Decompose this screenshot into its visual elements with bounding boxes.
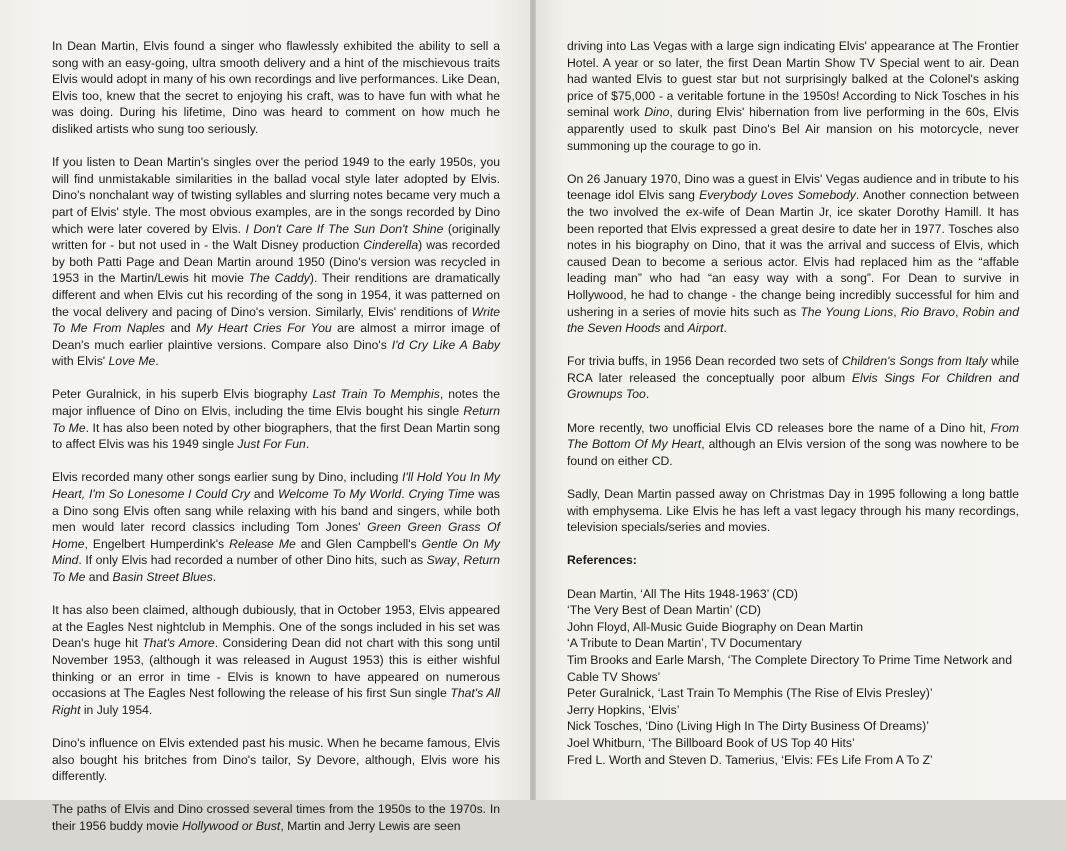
right-page-paragraph bbox=[567, 486, 1019, 536]
italic-title: Robin and the Seven Hoods bbox=[567, 304, 1019, 336]
italic-title: Love Me bbox=[108, 354, 156, 369]
text-run: , during Elvis' hibernation from live performing in the 60s, Elvis apparently used to skulk past Dino's Bel Air mansion on his motorcycle, never summoning up the courage to go in. bbox=[567, 105, 1020, 153]
text-run: with Elvis' bbox=[52, 354, 109, 369]
italic-title: I'll Hold You In My Heart, I'm So Lonesome I Could Cry bbox=[52, 470, 500, 502]
italic-title: I Don't Care If The Sun Don't Shine bbox=[245, 221, 444, 236]
text-run: are almost a mirror image of Dean's much earlier plaintive versions. Compare also Dino's bbox=[52, 321, 501, 352]
references-list bbox=[567, 586, 1019, 769]
book-gutter bbox=[530, 0, 536, 800]
text-run: The paths of Elvis and Dino crossed several times from the 1950s to the 1970s. In their 1956 buddy movie bbox=[52, 802, 500, 833]
italic-title: That's Amore bbox=[142, 636, 215, 651]
italic-title: Basin Street Blues bbox=[112, 570, 213, 584]
right-page-text bbox=[567, 38, 1019, 768]
text-run: , Engelbert Humperdink's bbox=[84, 536, 230, 551]
text-run: . bbox=[305, 437, 310, 452]
text-run: , notes the major influence of Dino on Elvis, including the time Elvis bought his single bbox=[52, 387, 500, 419]
italic-title: Return To Me bbox=[52, 404, 500, 435]
italic-title: Just For Fun bbox=[237, 437, 306, 452]
reference-item: John Floyd, All-Music Guide Biography on Dean Martin bbox=[567, 619, 864, 634]
italic-title: Elvis Sings For Children and Grownups Too bbox=[567, 370, 1019, 402]
left-page-text bbox=[52, 38, 500, 851]
italic-title: Sway bbox=[426, 553, 457, 568]
text-run: , bbox=[456, 553, 464, 568]
text-run: On 26 January 1970, Dino was a guest in Elvis' Vegas audience and in tribute to his teenage idol Elvis sang bbox=[567, 171, 1019, 203]
text-run: . bbox=[212, 570, 217, 584]
left-page-paragraph bbox=[52, 386, 500, 452]
text-run: and Glen Campbell's bbox=[295, 536, 422, 551]
italic-title: I'd Cry Like A Baby bbox=[391, 337, 500, 352]
references-heading: References: bbox=[567, 553, 637, 568]
italic-title: Return To Me bbox=[52, 553, 500, 584]
text-run: It has also been claimed, although dubiously, that in October 1953, Elvis appeared at the Eagles Nest nightclub in Memphis. One of the songs included in his set was Dean's huge hit bbox=[52, 603, 500, 651]
text-run: Dino's influence on Elvis extended past his music. When he became famous, Elvis also bought his britches from Dino's tailor, Sy Devore, although, Elvis wore his differently. bbox=[52, 735, 500, 784]
italic-title: Everybody Loves Somebody bbox=[699, 188, 856, 203]
text-run: while RCA later released the conceptually poor album bbox=[567, 354, 1019, 385]
text-run: and bbox=[164, 321, 197, 336]
italic-title: Release Me bbox=[229, 536, 296, 551]
text-run: , bbox=[955, 304, 963, 319]
reference-item: Peter Guralnick, ‘Last Train To Memphis (The Rise of Elvis Presley)’ bbox=[567, 686, 933, 701]
right-page bbox=[533, 0, 1066, 800]
text-run: , bbox=[893, 304, 901, 319]
left-page bbox=[0, 0, 533, 833]
text-run: , although an Elvis version of the song was nowhere to be found on either CD. bbox=[567, 437, 1019, 468]
italic-title: Write To Me From Naples bbox=[52, 304, 500, 336]
reference-item: Jerry Hopkins, ‘Elvis’ bbox=[567, 702, 680, 717]
italic-title: My Heart Cries For You bbox=[196, 321, 332, 336]
text-run: . bbox=[155, 354, 159, 369]
right-page-paragraph bbox=[567, 38, 1019, 154]
text-run: driving into Las Vegas with a large sign indicating Elvis' appearance at The Frontier Hotel. A year or so later, the first Dean Martin Show TV Special went to air. Dean had wanted Elvis to guest star but not surprisingly balked at the Colonel's asking price of $75,000 - a veritable fortune in the 1950s! According to Nick Tosches in his seminal work bbox=[567, 39, 1019, 120]
text-run: . bbox=[723, 321, 727, 336]
text-run: ) was recorded by both Patti Page and Dean Martin around 1950 (Dino's version was recycled in 1953 in the Martin/Lewis hit movie bbox=[52, 238, 501, 286]
left-page-paragraph bbox=[52, 801, 500, 834]
left-page-paragraph bbox=[52, 602, 500, 718]
italic-title: That's All Right bbox=[52, 686, 500, 717]
text-run: Peter Guralnick, in his superb Elvis biography bbox=[52, 387, 313, 402]
left-page-paragraph bbox=[52, 735, 500, 785]
text-run: . If only Elvis had recorded a number of other Dino hits, such as bbox=[78, 553, 427, 568]
text-run: More recently, two unofficial Elvis CD releases bore the name of a Dino hit, bbox=[567, 420, 991, 435]
text-run: Sadly, Dean Martin passed away on Christmas Day in 1995 following a long battle with emphysema. Like Elvis he has left a vast legacy through his many recordings, television specials/series and movies. bbox=[567, 487, 1019, 535]
text-run: . Another connection between the two involved the ex-wife of Dean Martin Jr, ice skater Dorothy Hamill. It has been reported that Elvis expressed a great desire to date her in 1977. Tosches also notes in his biography on Dino, that it was the arrival and success of Elvis, which caused Dean to become a serious actor. Elvis had replaced him as the “affable leading man” who had “an easy way with a song”. For Dean to survive in Hollywood, he had to change - the change being incredibly successful for him and ushering in a series of movie hits such as bbox=[567, 188, 1019, 319]
right-page-paragraph bbox=[567, 171, 1019, 337]
reference-item: ‘The Very Best of Dean Martin’ (CD) bbox=[567, 603, 761, 618]
reference-item: Nick Tosches, ‘Dino (Living High In The Dirty Business Of Dreams)’ bbox=[567, 719, 929, 734]
reference-item: Tim Brooks and Earle Marsh, ‘The Complete Directory To Prime Time Network and Cable TV Shows’ bbox=[567, 652, 1012, 684]
italic-title: Airport bbox=[687, 321, 724, 336]
reference-item: ‘A Tribute to Dean Martin’, TV Documentary bbox=[567, 636, 802, 651]
text-run: and bbox=[85, 570, 113, 584]
text-run: For trivia buffs, in 1956 Dean recorded two sets of bbox=[567, 354, 842, 369]
text-run: . bbox=[645, 387, 650, 402]
text-run: . bbox=[401, 487, 409, 502]
italic-title: Gentle On My Mind bbox=[52, 536, 500, 568]
text-run: Elvis recorded many other songs earlier sung by Dino, including bbox=[52, 470, 403, 485]
text-run: . Considering Dean did not chart with this song until November 1953, (although it was released in August 1953) this is either wishful thinking or an error in time - Elvis is known to have appeared on numerous occasions at The Eagles Nest following the release of his first Sun single bbox=[52, 636, 501, 701]
text-run: and bbox=[250, 487, 279, 502]
text-run: in July 1954. bbox=[80, 702, 153, 717]
reference-item: Fred L. Worth and Steven D. Tamerius, ‘Elvis: FEs Life From A To Z’ bbox=[567, 752, 933, 767]
text-run: . It has also been noted by other biographers, that the first Dean Martin song to affect Elvis was his 1949 single bbox=[52, 420, 500, 452]
italic-title: Last Train To Memphis bbox=[312, 387, 440, 402]
left-page-paragraph bbox=[52, 469, 500, 585]
italic-title: Children's Songs from Italy bbox=[841, 354, 988, 369]
italic-title: The Caddy bbox=[248, 271, 310, 286]
text-run: If you listen to Dean Martin's singles over the period 1949 to the early 1950s, you will find unmistakable similarities in the ballad vocal style later adopted by Elvis. Dino's nonchalant way of twisting syllables and slurring notes became very much a part of Elvis' style. The most obvious examples, are in the songs recorded by Dino which were later covered by Elvis. bbox=[52, 155, 500, 236]
right-page-paragraph bbox=[567, 353, 1019, 403]
text-run: (originally written for - but not used in - the Walt Disney production bbox=[52, 221, 501, 253]
text-run: was a Dino song Elvis often sang while relaxing with his band and singers, while both men would later record classics including Tom Jones' bbox=[52, 487, 501, 535]
italic-title: Rio Bravo bbox=[900, 304, 956, 319]
italic-title: Hollywood or Bust bbox=[182, 818, 281, 833]
left-page-paragraph bbox=[52, 38, 500, 138]
reference-item: Joel Whitburn, ‘The Billboard Book of US Top 40 Hits’ bbox=[567, 735, 855, 750]
italic-title: Welcome To My World bbox=[278, 487, 402, 502]
text-run: , Martin and Jerry Lewis are seen bbox=[280, 818, 461, 833]
italic-title: The Young Lions bbox=[800, 304, 894, 319]
right-page-paragraph bbox=[567, 420, 1019, 470]
italic-title: Cinderella bbox=[363, 238, 419, 253]
italic-title: From The Bottom Of My Heart bbox=[567, 420, 1019, 452]
italic-title: Green Green Grass Of Home bbox=[52, 520, 500, 551]
left-page-paragraph bbox=[52, 154, 500, 370]
italic-title: Dino bbox=[644, 105, 670, 120]
text-run: ). Their renditions are dramatically different and when Elvis cut his recording of the song in 1954, it was patterned on the vocal delivery and pacing of Dino's version. Similarly, Elvis' renditions of bbox=[52, 271, 500, 319]
text-run: and bbox=[660, 321, 688, 336]
text-run: In Dean Martin, Elvis found a singer who flawlessly exhibited the ability to sell a song with an easy-going, ultra smooth delivery and a hint of the mischievous traits Elvis would adopt in many of his own recordings and live performances. Like Dean, Elvis too, knew that the secret to enjoying his craft, was to have fun with what he was doing. During his lifetime, Dino was heard to comment on how much he disliked artists who sung too seriously. bbox=[52, 39, 500, 136]
italic-title: Crying Time bbox=[408, 487, 475, 502]
reference-item: Dean Martin, ‘All The Hits 1948-1963’ (CD) bbox=[567, 586, 798, 601]
